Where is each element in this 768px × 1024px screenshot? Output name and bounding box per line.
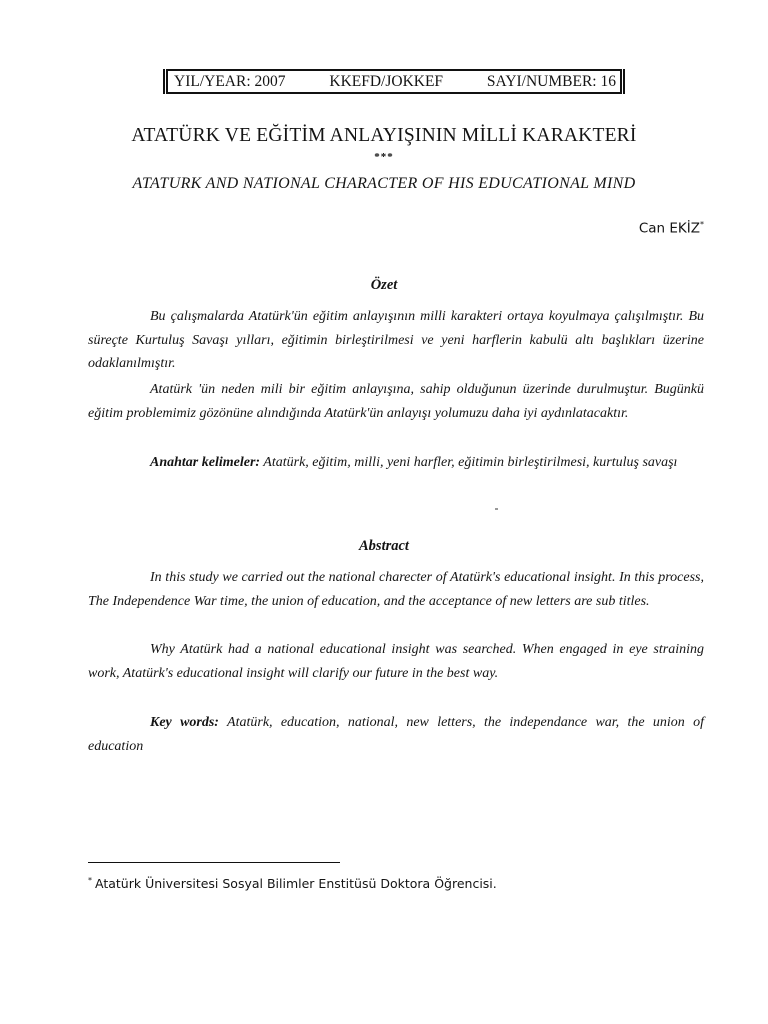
- footnote-divider: [88, 862, 340, 863]
- ozet-heading: Özet: [370, 277, 398, 293]
- header-journal: KKEFD/JOKKEF: [329, 72, 444, 90]
- author-footnote-mark: *: [700, 220, 704, 229]
- footnote: [88, 876, 497, 891]
- abstract-keywords-label: Key words:: [150, 715, 219, 730]
- header-left-bar: [163, 69, 165, 94]
- header-number: SAYI/NUMBER: 16: [486, 72, 616, 90]
- ozet-keywords-text: Atatürk, eğitim, milli, yeni harfler, eğitimin birleştirilmesi, kurtuluş savaşı: [260, 455, 678, 470]
- header-year: YIL/YEAR: 2007: [174, 72, 286, 90]
- abstract-heading: Abstract: [359, 538, 409, 554]
- author: [639, 220, 704, 237]
- abstract-keywords: [88, 711, 704, 758]
- ozet-keywords: [88, 451, 704, 475]
- abstract-paragraph-1: In this study we carried out the national charecter of Atatürk's educational insight. In this process, The Independence War time, the union of education, and the acceptance of new letters are sub titles.: [88, 570, 704, 609]
- paper-title: ATATÜRK VE EĞİTİM ANLAYIŞININ MİLLİ KARAKTERİ: [131, 125, 637, 146]
- ozet-keywords-label: Anahtar kelimeler:: [150, 455, 261, 470]
- abstract-paragraph-2: Why Atatürk had a national educational insight was searched. When engaged in eye straining work, Atatürk's educational insight will clarify our future in the best way.: [88, 642, 704, 681]
- author-name: Can EKİZ: [638, 220, 700, 237]
- scan-artifact: [495, 508, 498, 510]
- title-separator: ***: [374, 151, 394, 163]
- journal-header: [166, 69, 622, 94]
- ozet-paragraph-2: Atatürk 'ün neden mili bir eğitim anlayışına, sahip olduğunun üzerinde durulmuştur. Bugünkü eğitim problemimiz gözönüne alındığında Atatürk'ün anlayışı yolumuzu daha iyi aydınlatacaktır.: [88, 382, 704, 421]
- ozet-paragraph-1: Bu çalışmalarda Atatürk'ün eğitim anlayışının milli karakteri ortaya koyulmaya çalışılmıştır. Bu süreçte Kurtuluş Savaşı yılları, eğitimin birleştirilmesi ve yeni harflerin kabulü altı başlıkları üzerine odaklanılmıştır.: [88, 309, 704, 371]
- footnote-mark: *: [88, 876, 92, 885]
- abstract-keywords-text: Atatürk, education, national, new letters, the independance war, the union of education: [88, 715, 704, 754]
- header-right-bar: [623, 69, 625, 94]
- paper-subtitle: ATATURK AND NATIONAL CHARACTER OF HIS EDUCATIONAL MIND: [132, 175, 636, 192]
- footnote-text: Atatürk Üniversitesi Sosyal Bilimler Enstitüsü Doktora Öğrencisi.: [95, 876, 497, 892]
